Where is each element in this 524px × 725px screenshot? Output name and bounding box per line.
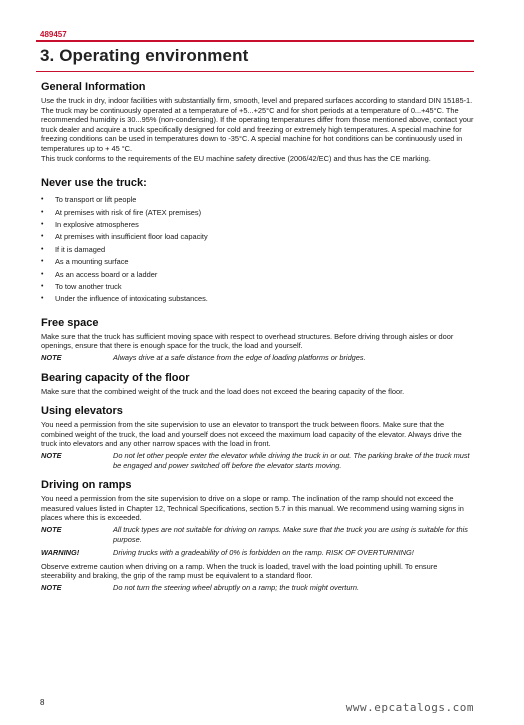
title-rule xyxy=(36,71,474,72)
section-driving-on-ramps xyxy=(41,479,474,592)
note-label: NOTE xyxy=(41,353,62,362)
list-item: • As a mounting surface xyxy=(41,256,474,268)
warning-text: Driving trucks with a gradeability of 0% is forbidden on the ramp. RISK OF OVERTURNING! xyxy=(113,548,414,558)
paragraph: Observe extreme caution when driving on a ramp. When the truck is loaded, travel with the load pointing uphill. To ensure steerability and braking, the grip of the ramp must be equivalent to a standard floor. xyxy=(41,561,438,581)
paragraph: You need a permission from the site supervision to use an elevator to transport the truck between floors. Make sure that the combined weight of the truck, the load and yourself does not exceed the maximum load capacity of the elevator. Always drive the truck into elevators and any other narrow spaces with the load in front. xyxy=(41,420,462,449)
section-bearing-capacity xyxy=(41,372,474,397)
list-item: • At premises with risk of fire (ATEX premises) xyxy=(41,207,474,219)
note xyxy=(41,353,474,363)
paragraph: You need a permission from the site supervision to drive on a slope or ramp. The inclination of the ramp should not exceed the measured values listed in Chapter 12, Technical Specifications, section 5.7 in this manual. We recommend using warning signs in places where this is exceeded. xyxy=(41,494,464,523)
note-label: NOTE xyxy=(41,450,62,460)
note xyxy=(41,583,474,593)
note-text: Always drive at a safe distance from the edge of loading platforms or bridges. xyxy=(113,353,366,362)
note xyxy=(41,451,474,470)
section-free-space xyxy=(41,317,474,363)
list-item: • If it is damaged xyxy=(41,244,474,256)
warning xyxy=(41,548,474,558)
list-item: • To tow another truck xyxy=(41,281,474,293)
note-text: Do not let other people enter the elevator while driving the truck in or out. The parking brake of the truck must be engaged and power switched off before the elevator starts moving. xyxy=(113,450,470,470)
section-heading: Driving on ramps xyxy=(41,479,132,492)
list-item: • Under the influence of intoxicating substances. xyxy=(41,293,474,305)
section-heading: Free space xyxy=(41,316,99,329)
section-heading: Bearing capacity of the floor xyxy=(41,371,190,384)
warning-label: WARNING! xyxy=(41,548,80,558)
paragraph: Make sure that the truck has sufficient moving space with respect to overhead structures. Before driving through aisles or door openings, ensure that there is enough space for the truck, the load and yourself. xyxy=(41,331,454,351)
note-label: NOTE xyxy=(41,582,62,592)
header-rule xyxy=(36,40,474,42)
page-number: 8 xyxy=(40,698,45,707)
section-heading: Never use the truck: xyxy=(41,177,147,190)
paragraph: Use the truck in dry, indoor facilities with substantially firm, smooth, level and prepared surfaces according to standard DIN 15185-1. The truck may be continuously operated at a temperature of +5...+25°C and for short periods at a temperature of 0...+45°C. The recommended humidity is 30...95% (non-condensing). If the operating temperatures differ from those mentioned above, contact your truck dealer and acquire a truck specifically designed for cold and freezing or extremely high temperatures. A special machine for freezing conditions can be used in temperatures down to -35°C. A special machine for hot conditions can be continuously used in temperatures up to + 45 °C. xyxy=(41,96,474,153)
chapter-title: 3. Operating environment xyxy=(40,46,249,65)
list-item: • As an access board or a ladder xyxy=(41,269,474,281)
note-text: Do not turn the steering wheel abruptly on a ramp; the truck might overturn. xyxy=(113,582,360,592)
section-general-information xyxy=(41,81,474,163)
note-label: NOTE xyxy=(41,524,62,534)
note-text: All truck types are not suitable for driving on ramps. Make sure that the truck you are using is suitable for this purpose. xyxy=(113,524,468,544)
paragraph: This truck conforms to the requirements of the EU machine safety directive (2006/42/EC) and thus has the CE marking. xyxy=(41,153,431,163)
section-heading: General Information xyxy=(41,81,146,93)
section-never-use xyxy=(41,177,474,306)
list-item: • To transport or lift people xyxy=(41,194,474,206)
document-code: 489457 xyxy=(40,30,67,39)
page-content xyxy=(41,81,474,602)
watermark: www.epcatalogs.com xyxy=(345,701,474,714)
list-item: • At premises with insufficient floor load capacity xyxy=(41,231,474,243)
never-use-list xyxy=(41,194,474,306)
note xyxy=(41,525,474,544)
section-heading: Using elevators xyxy=(41,405,123,418)
list-item: • In explosive atmospheres xyxy=(41,219,474,231)
section-using-elevators xyxy=(41,405,474,470)
paragraph: Make sure that the combined weight of the truck and the load does not exceed the bearing capacity of the floor. xyxy=(41,386,405,396)
